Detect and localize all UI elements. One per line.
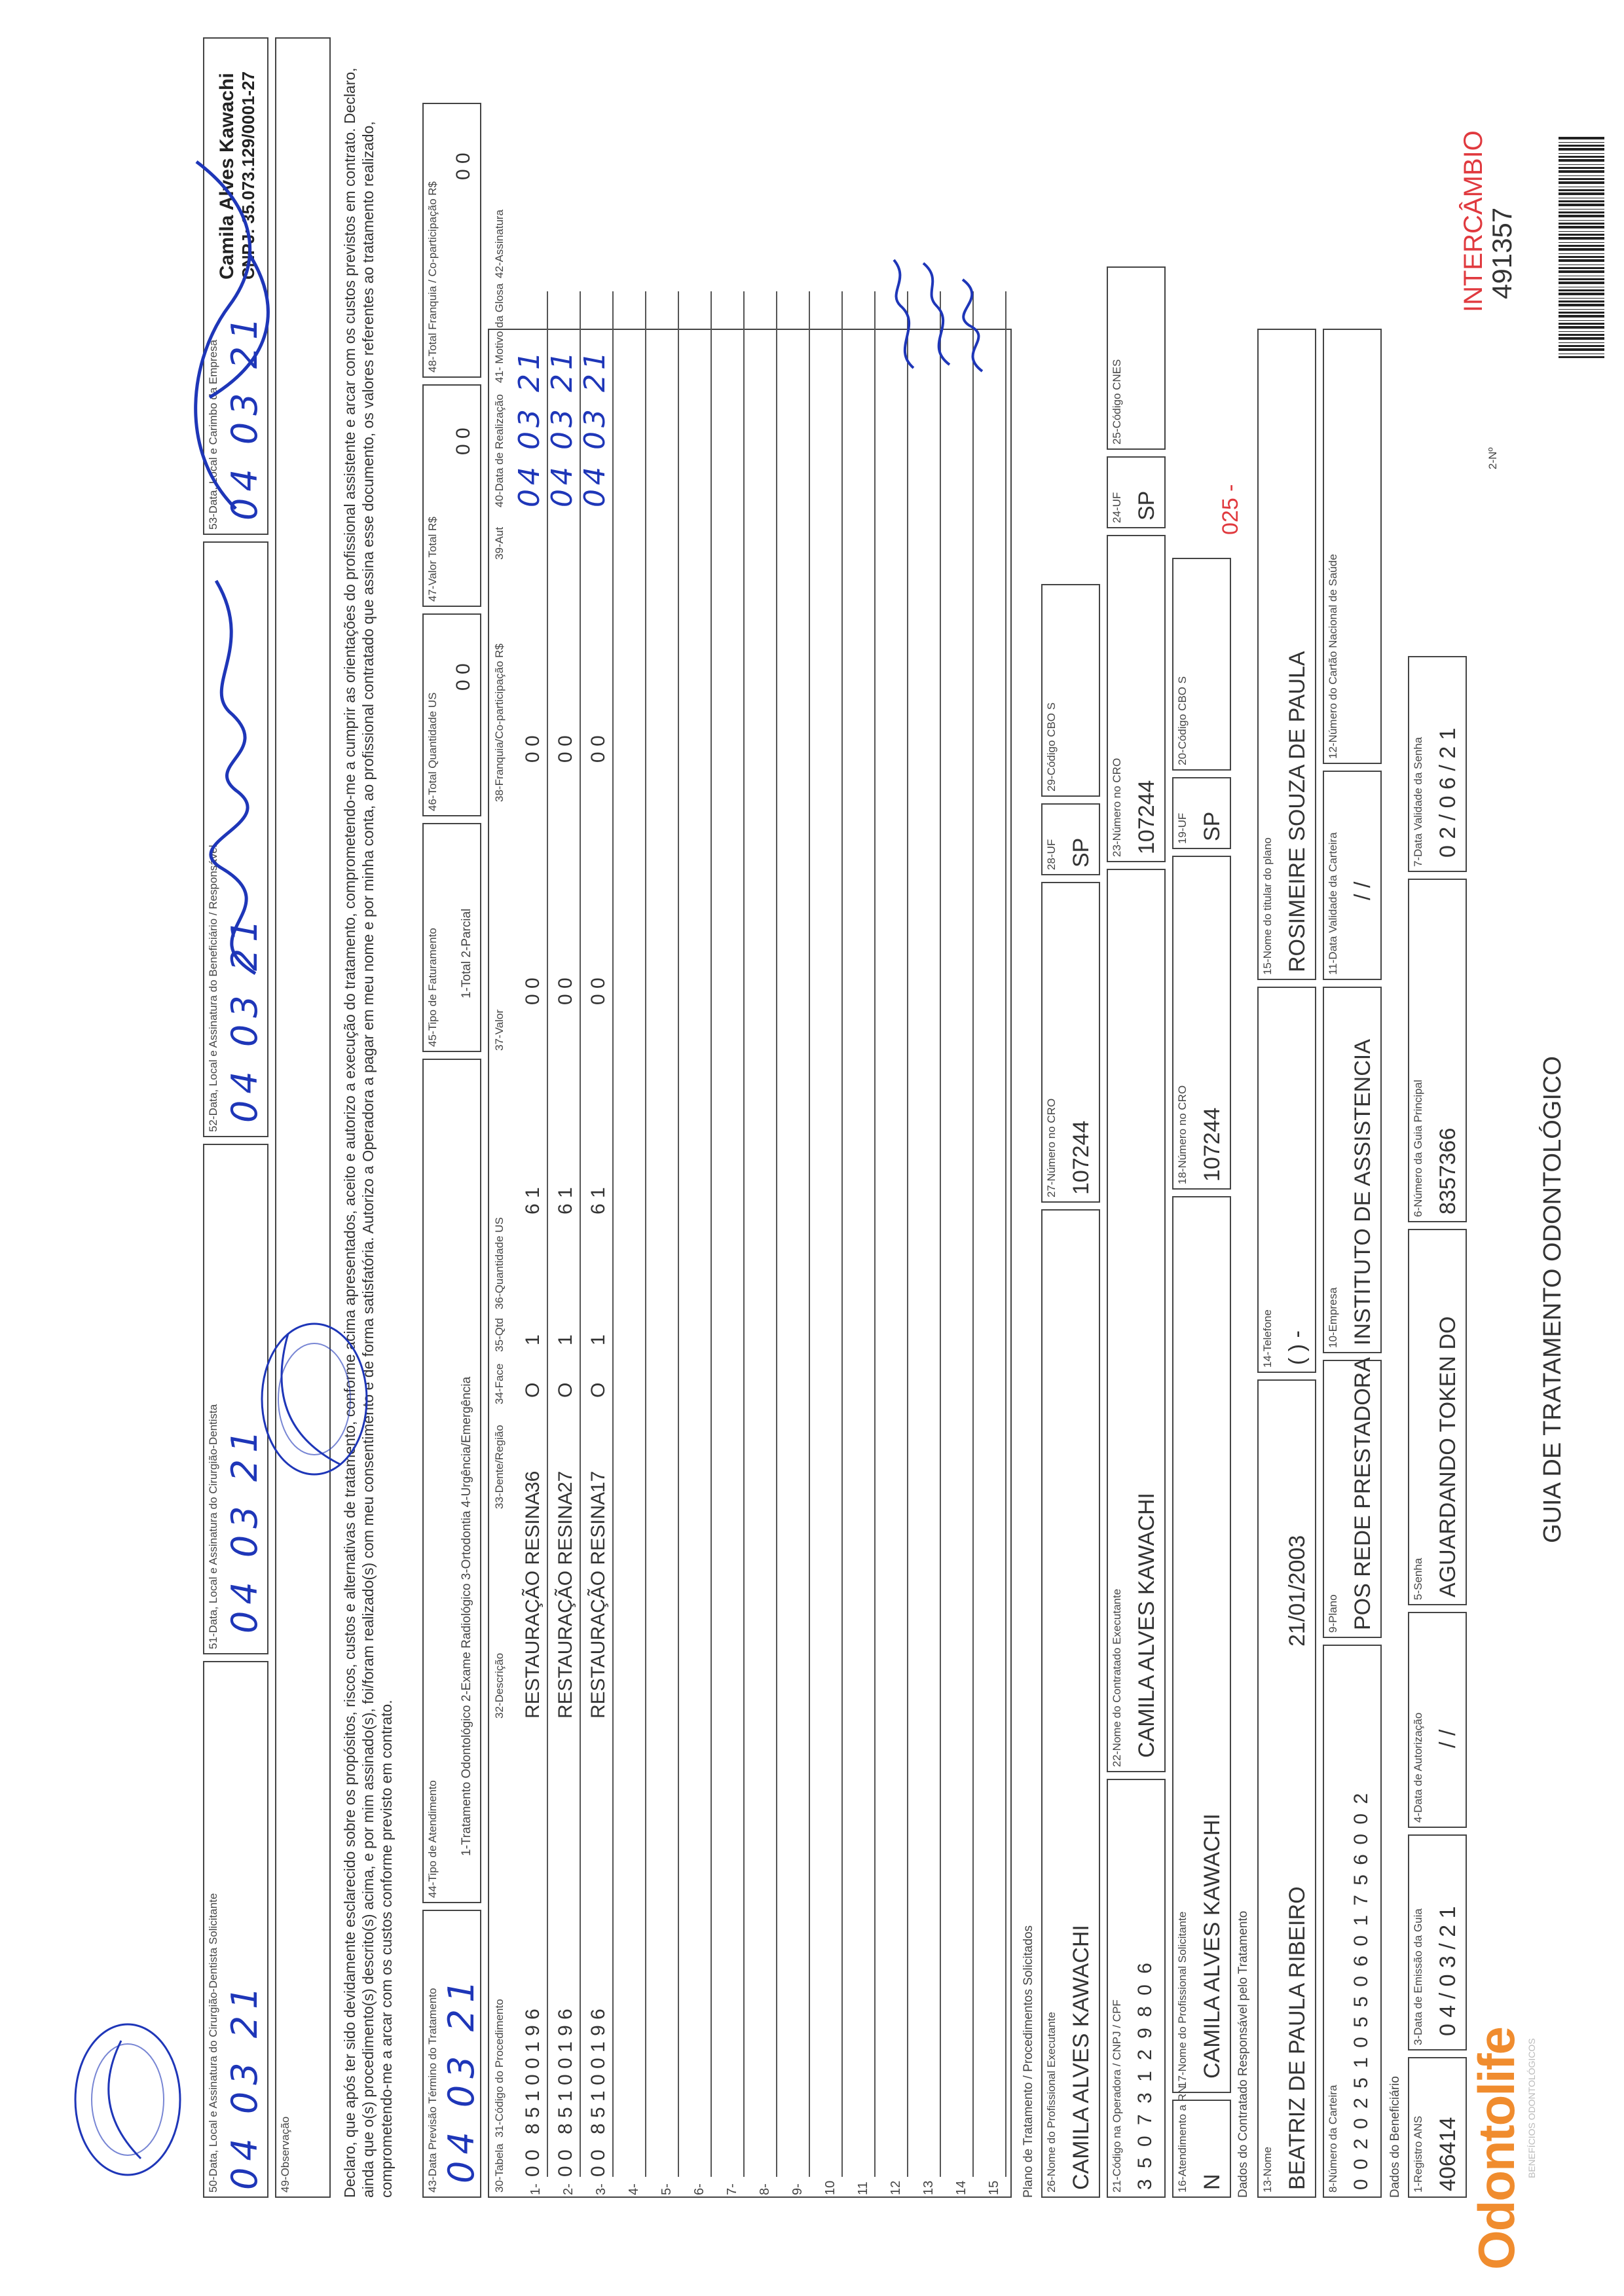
field-19-value: SP: [1200, 811, 1225, 841]
field-16: 16-Atendimento a RN N: [1172, 2100, 1231, 2198]
field-47: 47-Valor Total R$ 0 0: [422, 384, 481, 607]
field-28-value: SP: [1069, 837, 1094, 867]
row-number: 6-: [692, 2183, 707, 2195]
row-face: O: [587, 1382, 609, 1398]
row-number: 15: [987, 2180, 1001, 2195]
field-17: 17-Nome do Profissional Solicitante CAMILA ALVES KAWACHI: [1172, 1196, 1231, 2093]
row-number: 12: [889, 2180, 903, 2195]
field-44-options: 1-Tratamento Odontológico 2-Exame Radiológico 3-Ortodontia 4-Urgência/Emergência: [460, 1376, 473, 1856]
field-18-value: 107244: [1200, 1107, 1225, 1182]
row-codigo: 8 5 1 0 0 1 9 6: [587, 2009, 609, 2134]
row-baseline: [874, 291, 876, 2177]
field-8-value: 0 0 2 0 2 5 1 0 5 5 0 6 0 1 7 5 6 0 0 2: [1350, 1791, 1372, 2190]
table-row: [650, 331, 683, 2196]
row-franquia: 0 0: [522, 735, 544, 763]
contractor-section: Dados do Contratado Responsável pelo Tratamento: [1236, 1910, 1250, 2198]
field-10-value: INSTITUTO DE ASSISTENCIA: [1350, 1039, 1375, 1345]
field-43: 43-Data Previsão Término do Tratamento 04 03 21: [422, 1910, 481, 2198]
table-row: [814, 331, 847, 2196]
field-27-value: 107244: [1069, 1120, 1094, 1195]
row-codigo: 8 5 1 0 0 1 9 6: [522, 2009, 544, 2134]
col-codigo: 31-Código do Procedimento: [493, 1999, 506, 2138]
field-6: 6-Número da Guia Principal 8357366: [1408, 879, 1467, 1222]
table-row: [513, 331, 552, 2196]
field-45-options: 1-Total 2-Parcial: [460, 908, 473, 998]
table-row: [847, 331, 879, 2196]
row-data-realizacao: 04 03 21: [578, 348, 612, 507]
field-50: 50-Data, Local e Assinatura do Cirurgião-Dentista Solicitante 04 03 21: [203, 1661, 268, 2198]
field-48-value: 0 0: [452, 153, 474, 180]
field-1: 1-Registro ANS 406414: [1408, 2057, 1467, 2198]
field-29: 29-Código CBO S: [1041, 584, 1100, 797]
row-number: 11: [856, 2181, 870, 2195]
row-number: 7-: [725, 2183, 739, 2195]
field-46: 46-Total Quantidade US 0 0: [422, 613, 481, 816]
field-26: 26-Nome do Profissional Executante CAMILA ALVES KAWACHI: [1041, 1209, 1100, 2198]
field-52: 52-Data, Local e Assinatura do Beneficiário / Responsável 04 03 21: [203, 541, 268, 1137]
field-46-value: 0 0: [452, 663, 474, 691]
field-49: 49-Observação: [275, 37, 331, 2198]
row-number: 8-: [758, 2183, 772, 2195]
col-descricao: 32-Descrição: [493, 1652, 506, 1719]
field-26-value: CAMILA ALVES KAWACHI: [1069, 1925, 1094, 2190]
row-number: 9-: [790, 2183, 805, 2195]
field-9: 9-Plano POS REDE PRESTADORA: [1323, 1360, 1382, 1638]
table-row: [879, 331, 912, 2196]
col-assinatura: 42-Assinatura: [493, 210, 506, 278]
field-12: 12-Número do Cartão Nacional de Saúde: [1323, 329, 1382, 764]
logo: [1467, 2028, 1537, 2270]
row-face: O: [555, 1382, 576, 1398]
table-row: [716, 331, 748, 2196]
row-us: 6 1: [522, 1187, 544, 1214]
field-15: 15-Nome do titular do plano ROSIMEIRE SOUZA DE PAULA: [1257, 329, 1316, 980]
field-53-value: 04 03 21: [224, 310, 265, 520]
row-franquia: 0 0: [587, 735, 609, 763]
field-25: 25-Código CNES: [1107, 266, 1166, 450]
field-52-value: 04 03 21: [224, 913, 265, 1123]
table-row: [748, 331, 781, 2196]
col-qtd: 35-Qtd: [493, 1318, 506, 1352]
field-13-value: BEATRIZ DE PAULA RIBEIRO: [1285, 1886, 1310, 2190]
row-number: 5-: [659, 2183, 674, 2195]
field-50-value: 04 03 21: [224, 1980, 265, 2190]
row-dente: 36: [522, 1470, 544, 1493]
row-baseline: [940, 291, 941, 2177]
field-53: 53-Data, Local e Carimbo da Empresa 04 03 21: [203, 37, 268, 535]
row-baseline: [710, 291, 712, 2177]
field-3-value: 0 4 / 0 3 / 2 1: [1435, 1906, 1460, 2036]
logo-text: Odontolife: [1467, 2028, 1525, 2270]
row-baseline: [776, 291, 777, 2177]
row-signatures: [884, 253, 1002, 378]
row-tabela: 0 0: [522, 2149, 544, 2177]
row-number: 14: [954, 2180, 969, 2195]
col-valor: 37-Valor: [493, 1010, 506, 1051]
field-47-value: 0 0: [452, 428, 474, 455]
field-11: 11-Data Validade da Carteira / /: [1323, 771, 1382, 980]
table-row: [945, 331, 978, 2196]
field-17-value: CAMILA ALVES KAWACHI: [1200, 1813, 1225, 2079]
field-21: 21-Código na Operadora / CNPJ / CPF 3 5 0 7 3 1 2 9 8 0 6: [1107, 1779, 1166, 2198]
row-baseline: [612, 291, 614, 2177]
row-qtd: 1: [587, 1334, 609, 1345]
table-row: [781, 331, 814, 2196]
row-baseline: [547, 291, 548, 2177]
table-row: [912, 331, 945, 2196]
row-number: 4-: [627, 2183, 641, 2195]
row-baseline: [580, 291, 581, 2177]
table-row: [978, 331, 1010, 2196]
field-6-value: 8357366: [1435, 1127, 1460, 1214]
table-row: [545, 331, 585, 2196]
logo-tagline: BENEFÍCIOS ODONTOLÓGICOS: [1526, 2038, 1537, 2178]
field-20: 20-Código CBO S: [1172, 558, 1231, 771]
stamp-cnpj: CNPJ: 35.073.129/0001-27: [238, 71, 258, 280]
round-stamp-2: [249, 1314, 380, 1484]
copy-label: 2-Nº: [1486, 447, 1499, 469]
row-tabela: 0 0: [555, 2149, 576, 2177]
row-codigo: 8 5 1 0 0 1 9 6: [555, 2009, 576, 2134]
procedures-table: [488, 210, 1012, 2198]
field-44: 44-Tipo de Atendimento 1-Tratamento Odontológico 2-Exame Radiológico 3-Ortodontia 4-Urgência/Emergência: [422, 1059, 481, 1903]
row-number: 2-: [561, 2183, 576, 2195]
field-4: 4-Data de Autorização / /: [1408, 1612, 1467, 1828]
field-51: 51-Data, Local e Assinatura do Cirurgião-Dentista 04 03 21: [203, 1144, 268, 1654]
row-baseline: [1005, 291, 1006, 2177]
row-number: 13: [921, 2180, 936, 2195]
row-franquia: 0 0: [555, 735, 576, 763]
field-27: 27-Número no CRO 107244: [1041, 882, 1100, 1203]
row-qtd: 1: [522, 1334, 544, 1345]
field-1-value: 406414: [1435, 2117, 1460, 2191]
col-aut: 39-Aut: [493, 526, 506, 560]
declaration-text: Declaro, que após ter sido devidamente esclarecido sobre os propósitos, riscos, custos e alternativas de tratamento, conforme acima apresentados, aceito e autorizo a execução do tratamento, comprometendo-me a cumprir as orientações do profissional assistente e arcar com os custos previstos em contrato. Declaro, ainda que o(s) procedimento(s) descrito(s) acima, e por mim assinado(s), foi/foram realizado(s) com meu consentimento e de forma satisfatória. Autorizo a Operadora a pagar em meu nome e por minha conta, ao profissional contratado que assina esse documento, os valores referentes ao tratamento realizado, comprometendo-me a arcar com os custos conforme previsto em contrato.: [341, 67, 395, 2198]
barcode: [1559, 136, 1604, 358]
field-8: 8-Número da Carteira 0 0 2 0 2 5 1 0 5 5 0 6 0 1 7 5 6 0 0 2: [1323, 1645, 1382, 2198]
field-28: 28-UF SP: [1041, 803, 1100, 875]
row-baseline: [972, 291, 974, 2177]
page-title: GUIA DE TRATAMENTO ODONTOLÓGICO: [1539, 1056, 1566, 1543]
field-22-value: CAMILA ALVES KAWACHI: [1134, 1493, 1159, 1758]
row-baseline: [841, 291, 843, 2177]
row-valor: 0 0: [522, 977, 544, 1005]
field-5-value: AGUARDANDO TOKEN DO: [1435, 1316, 1460, 1597]
intercambio-label: INTERCÂMBIO: [1459, 130, 1488, 312]
stamp-name: Camila Alves Kawachi: [216, 73, 238, 280]
field-5: 5-Senha AGUARDANDO TOKEN DO: [1408, 1229, 1467, 1605]
row-dente: 27: [555, 1470, 576, 1493]
row-baseline: [678, 291, 679, 2177]
birth-date: 21/01/2003: [1285, 1535, 1310, 1647]
field-51-value: 04 03 21: [224, 1423, 265, 1633]
field-14: 14-Telefone ( ) -: [1257, 987, 1316, 1373]
field-13: 13-Nome BEATRIZ DE PAULA RIBEIRO 21/01/2003: [1257, 1379, 1316, 2198]
plan-section: Plano de Tratamento / Procedimentos Solicitados: [1022, 1925, 1035, 2198]
field-9-value: POS REDE PRESTADORA: [1350, 1357, 1375, 1630]
company-signature: [170, 136, 301, 528]
col-face: 34-Face: [493, 1363, 506, 1404]
row-data-realizacao: 04 03 21: [513, 348, 546, 507]
col-dente: 33-Dente/Região: [493, 1425, 506, 1509]
col-motivo: 41- Motivo da Glosa: [493, 283, 506, 383]
row-us: 6 1: [587, 1187, 609, 1214]
field-24: 24-UF SP: [1107, 456, 1166, 528]
table-row: [578, 331, 618, 2196]
field-48: 48-Total Franquia / Co-participação R$ 0 0: [422, 103, 481, 378]
field-18: 18-Número no CRO 107244: [1172, 856, 1231, 1190]
table-row: [683, 331, 716, 2196]
col-tabela: 30-Tabela: [493, 2143, 506, 2193]
row-descricao: RESTAURAÇÃO RESINA: [587, 1491, 609, 1719]
field-7-value: 0 2 / 0 6 / 2 1: [1435, 727, 1460, 858]
row-us: 6 1: [555, 1187, 576, 1214]
row-number: 10: [823, 2180, 838, 2195]
field-22: 22-Nome do Contratado Executante CAMILA ALVES KAWACHI: [1107, 869, 1166, 1772]
field-3: 3-Data de Emissão da Guia 0 4 / 0 3 / 2 1: [1408, 1834, 1467, 2050]
field-14-value: ( ) -: [1285, 1330, 1310, 1365]
row-baseline: [907, 291, 908, 2177]
guide-number: 491357: [1486, 207, 1517, 299]
field-10: 10-Empresa INSTITUTO DE ASSISTENCIA: [1323, 987, 1382, 1353]
field-11-value: / /: [1350, 881, 1375, 900]
row-valor: 0 0: [587, 977, 609, 1005]
field-23: 23-Número no CRO 107244: [1107, 535, 1166, 862]
row-face: O: [522, 1382, 544, 1398]
beneficiary-signature: [177, 568, 295, 987]
field-15-value: ROSIMEIRE SOUZA DE PAULA: [1285, 651, 1310, 972]
field-7: 7-Data Validade da Senha 0 2 / 0 6 / 2 1: [1408, 656, 1467, 872]
col-franquia: 38-Franquia/Co-participação R$: [493, 644, 506, 802]
field-4-value: / /: [1435, 1729, 1460, 1748]
col-qtd-us: 36-Quantidade US: [493, 1217, 506, 1309]
col-data: 40-Data de Realização: [493, 394, 506, 507]
beneficiary-section: Dados do Beneficiário: [1388, 2076, 1402, 2198]
row-baseline: [809, 291, 810, 2177]
row-number: 3-: [594, 2183, 608, 2195]
row-baseline: [743, 291, 745, 2177]
field-43-value: 04 03 21: [441, 1973, 482, 2183]
row-descricao: RESTAURAÇÃO RESINA: [522, 1491, 544, 1719]
row-tabela: 0 0: [587, 2149, 609, 2177]
field-23-value: 107244: [1134, 780, 1159, 854]
row-data-realizacao: 04 03 21: [545, 348, 579, 507]
field-19: 19-UF SP: [1172, 777, 1231, 849]
field-21-value: 3 5 0 7 3 1 2 9 8 0 6: [1134, 1960, 1156, 2190]
row-dente: 17: [587, 1470, 609, 1493]
field-16-value: N: [1200, 2174, 1225, 2190]
round-stamp-1: [62, 2014, 193, 2185]
row-descricao: RESTAURAÇÃO RESINA: [555, 1491, 576, 1719]
row-valor: 0 0: [555, 977, 576, 1005]
row-number: 1-: [528, 2183, 543, 2195]
field-24-value: SP: [1134, 490, 1159, 520]
field-20-value: 025 -: [1218, 484, 1243, 535]
row-qtd: 1: [555, 1334, 576, 1345]
field-45: 45-Tipo de Faturamento 1-Total 2-Parcial: [422, 823, 481, 1052]
table-row: [618, 331, 650, 2196]
row-baseline: [645, 291, 646, 2177]
